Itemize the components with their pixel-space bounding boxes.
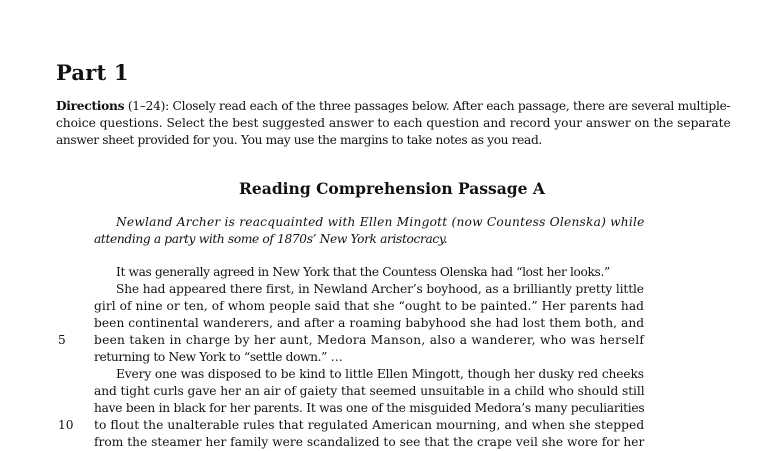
passage-intro-line-2: attending a party with some of 1870s’ New York aristocracy. bbox=[94, 232, 448, 246]
directions-label: Directions bbox=[56, 99, 125, 113]
passage-intro-line-1: Newland Archer is reacquainted with Ellen Mingott (now Countess Olenska) while bbox=[116, 215, 645, 229]
directions-line-2: choice questions. Select the best suggested answer to each question and record your answer on the separate bbox=[56, 116, 731, 130]
passage-line-10: to flout the unalterable rules that regulated American mourning, and when she stepped bbox=[94, 418, 645, 432]
directions-text: (1–24): Closely read each of the three passages below. After each passage, there are several multiple- bbox=[124, 99, 731, 113]
passage-line-3: girl of nine or ten, of whom people said that she “ought to be painted.” Her parents had bbox=[94, 299, 645, 313]
passage-title: Reading Comprehension Passage A bbox=[239, 179, 545, 198]
passage-line-1: It was generally agreed in New York that the Countess Olenska had “lost her looks.” bbox=[116, 265, 610, 279]
passage-line-9: have been in black for her parents. It was one of the misguided Medora’s many peculiarities bbox=[94, 401, 645, 415]
directions-line-1 bbox=[56, 98, 730, 115]
line-number-5: 5 bbox=[58, 333, 66, 347]
passage-line-5: been taken in charge by her aunt, Medora Manson, also a wanderer, who was herself bbox=[94, 333, 645, 347]
passage-line-11: from the steamer her family were scandalized to see that the crape veil she wore for her bbox=[94, 435, 645, 449]
line-number-10: 10 bbox=[58, 418, 74, 432]
part-title: Part 1 bbox=[56, 60, 129, 85]
directions-line-3: answer sheet provided for you. You may use the margins to take notes as you read. bbox=[56, 133, 542, 147]
passage-line-6: returning to New York to “settle down.” … bbox=[94, 350, 343, 364]
passage-line-8: and tight curls gave her an air of gaiety that seemed unsuitable in a child who should still bbox=[94, 384, 645, 398]
passage-line-2: She had appeared there first, in Newland Archer’s boyhood, as a brilliantly pretty little bbox=[116, 282, 644, 296]
passage-line-7: Every one was disposed to be kind to little Ellen Mingott, though her dusky red cheeks bbox=[116, 367, 644, 381]
passage-line-4: been continental wanderers, and after a roaming babyhood she had lost them both, and bbox=[94, 316, 645, 330]
